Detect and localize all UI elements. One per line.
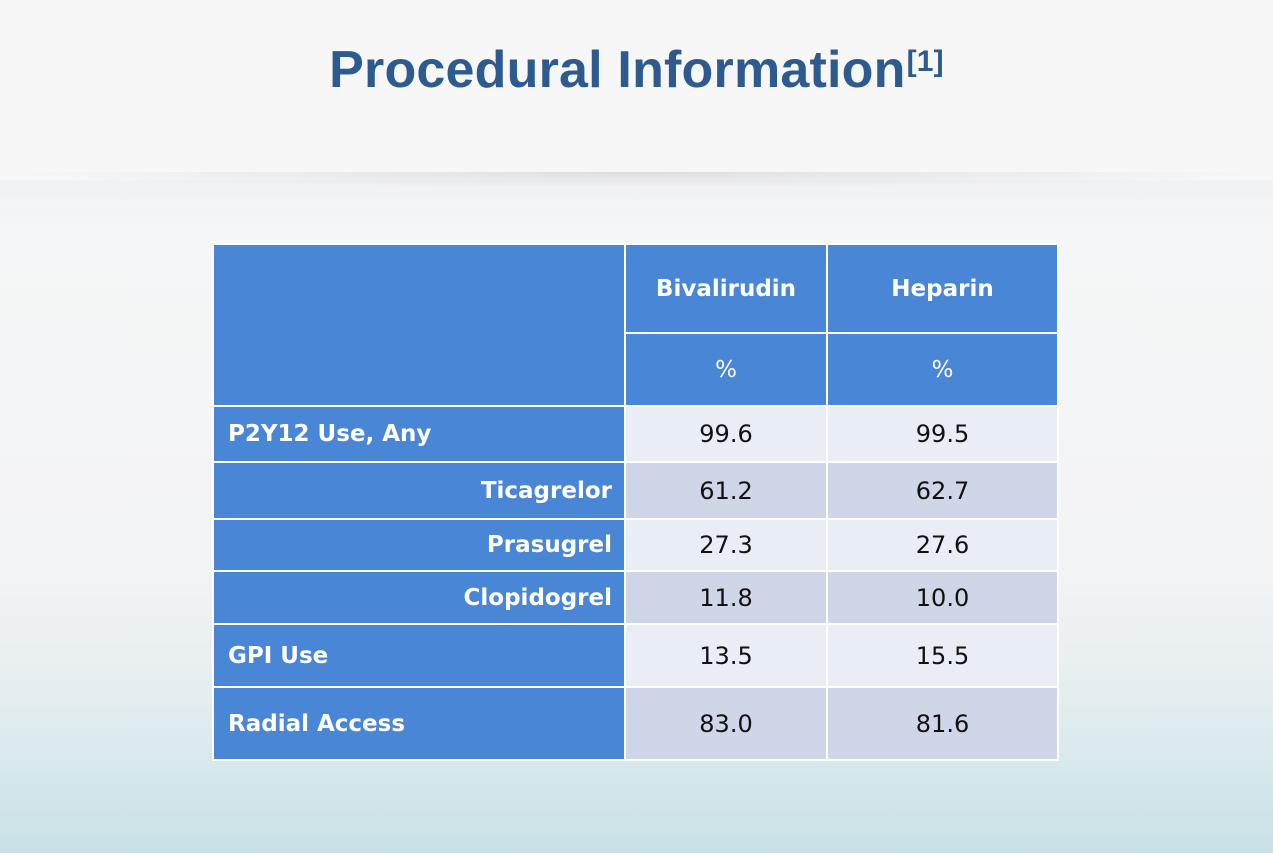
column-header-heparin: Heparin <box>827 244 1058 333</box>
cell-bivalirudin: 11.8 <box>625 571 827 624</box>
cell-heparin: 99.5 <box>827 406 1058 462</box>
row-label: Ticagrelor <box>213 462 625 519</box>
row-label: Clopidogrel <box>213 571 625 624</box>
cell-heparin: 62.7 <box>827 462 1058 519</box>
table-row <box>213 406 1058 462</box>
title-reference: [1] <box>906 45 944 78</box>
cell-heparin: 81.6 <box>827 687 1058 760</box>
table-row <box>213 687 1058 760</box>
row-label: Prasugrel <box>213 519 625 571</box>
unit-bivalirudin: % <box>625 333 827 406</box>
cell-bivalirudin: 99.6 <box>625 406 827 462</box>
unit-heparin: % <box>827 333 1058 406</box>
cell-heparin: 27.6 <box>827 519 1058 571</box>
cell-bivalirudin: 13.5 <box>625 624 827 687</box>
column-header-bivalirudin: Bivalirudin <box>625 244 827 333</box>
procedural-info-table <box>212 243 1059 761</box>
title-divider-shadow <box>30 172 1243 186</box>
cell-heparin: 10.0 <box>827 571 1058 624</box>
cell-bivalirudin: 83.0 <box>625 687 827 760</box>
table-row <box>213 571 1058 624</box>
row-label: Radial Access <box>213 687 625 760</box>
header-blank-cell <box>213 244 625 406</box>
row-label: P2Y12 Use, Any <box>213 406 625 462</box>
slide-title-text: Procedural Information <box>329 41 906 99</box>
table-row <box>213 624 1058 687</box>
header-row <box>213 244 1058 333</box>
cell-bivalirudin: 61.2 <box>625 462 827 519</box>
cell-heparin: 15.5 <box>827 624 1058 687</box>
slide-title <box>0 38 1273 102</box>
row-label: GPI Use <box>213 624 625 687</box>
table-row <box>213 462 1058 519</box>
table-row <box>213 519 1058 571</box>
cell-bivalirudin: 27.3 <box>625 519 827 571</box>
